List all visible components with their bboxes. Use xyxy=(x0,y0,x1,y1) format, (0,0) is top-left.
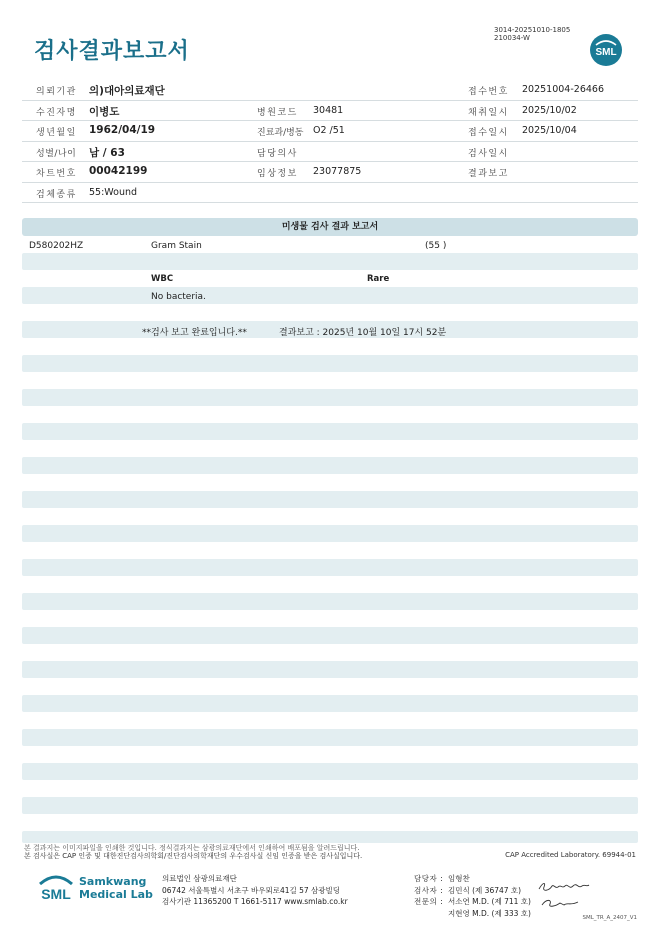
lab-name-line1: Samkwang xyxy=(79,875,147,888)
info-row xyxy=(22,162,638,183)
hospital-code-value: 30481 xyxy=(313,104,344,116)
report-title: 검사결과보고서 xyxy=(34,39,190,64)
stripe-row xyxy=(22,797,638,814)
receipt-no-label: 접수번호 xyxy=(468,87,509,97)
report-section-title: 미생물 검사 결과 보고서 xyxy=(22,218,638,236)
document-id-line1: 3014-20251010-1805 xyxy=(494,26,571,34)
test-reference: (55 ) xyxy=(425,241,447,251)
sml-badge-logo xyxy=(589,33,623,67)
info-row xyxy=(22,101,638,122)
clinical-value: 23077875 xyxy=(313,166,362,177)
form-code: SML_TR_A_2407_V1 xyxy=(582,915,637,921)
sml-footer-logo-text: SML xyxy=(41,886,71,902)
receipt-date-value: 2025/10/04 xyxy=(522,125,577,136)
clinical-label: 임상정보 xyxy=(257,169,298,179)
specialist-signature xyxy=(540,897,580,909)
info-row xyxy=(22,121,638,142)
lab-org-name: 의료법인 삼광의료재단 xyxy=(162,874,237,883)
document-id-line2: 210034-W xyxy=(494,34,530,42)
stripe-row xyxy=(22,831,638,843)
stripe-row xyxy=(22,627,638,644)
doctor-label: 담당의사 xyxy=(257,148,298,159)
print-notice: 본 결과지는 이미지파일을 인쇄한 것입니다. 정식결과지는 삼광의료재단에서 인쇄하여 배포됨을 알려드립니다. xyxy=(24,844,360,852)
institution-label: 의뢰기관 xyxy=(36,87,77,97)
sml-badge-text: SML xyxy=(595,47,617,58)
sex-age-label: 성별/나이 xyxy=(36,148,77,159)
lab-address-block xyxy=(162,873,348,908)
gram-finding: No bacteria. xyxy=(151,292,206,302)
receipt-no-value: 20251004-26466 xyxy=(522,84,605,95)
staff-block xyxy=(414,873,531,919)
test-date-label: 검사일시 xyxy=(468,148,509,159)
lab-address: 06742 서울특별시 서초구 바우뫼로41길 57 삼광빌딩 xyxy=(162,885,341,895)
lab-name-line2: Medical Lab xyxy=(79,888,153,901)
stripe-row xyxy=(22,593,638,610)
hospital-code-label: 병원코드 xyxy=(257,107,298,118)
lab-contact: 검사기관 11365200 T 1661-5117 www.smlab.co.kr xyxy=(162,897,348,906)
specimen-value: 55:Wound xyxy=(89,186,138,198)
dob-value: 1962/04/19 xyxy=(89,124,156,136)
dept-value: O2 /51 xyxy=(313,125,345,136)
stripe-row xyxy=(22,389,638,406)
patient-info-table xyxy=(22,80,638,203)
test-code: D580202HZ xyxy=(29,241,84,251)
stripe-row xyxy=(22,423,638,440)
stripe-row xyxy=(22,525,638,542)
stripe-row xyxy=(22,491,638,508)
patient-name-value: 이병도 xyxy=(89,105,120,118)
stripe-row xyxy=(22,559,638,576)
wbc-value: Rare xyxy=(367,274,390,284)
dept-label: 진료과/병동 xyxy=(257,128,304,138)
info-row xyxy=(22,142,638,163)
cap-accreditation: CAP Accredited Laboratory. 69944-01 xyxy=(505,851,636,859)
chart-no-value: 00042199 xyxy=(89,165,148,177)
stripe-row xyxy=(22,253,638,270)
collect-date-value: 2025/10/02 xyxy=(522,104,577,116)
specialist-name-1: 서소연 M.D. (제 711 호) xyxy=(448,897,531,906)
document-id xyxy=(494,26,570,42)
stripe-row xyxy=(22,763,638,780)
sml-footer-logo xyxy=(36,872,76,904)
specimen-label: 검체종류 xyxy=(36,189,77,200)
stripe-row xyxy=(22,457,638,474)
tester-signature xyxy=(537,880,591,894)
test-name: Gram Stain xyxy=(151,241,202,251)
lab-name xyxy=(79,875,153,901)
patient-name-label: 수진자명 xyxy=(36,107,77,118)
collect-date-label: 채취일시 xyxy=(468,107,509,118)
chart-no-label: 차트번호 xyxy=(36,169,77,179)
receipt-date-label: 접수일시 xyxy=(468,128,509,138)
manager-name: 임형찬 xyxy=(448,874,470,883)
report-label: 결과보고 xyxy=(468,169,509,179)
sex-age-value: 남 / 63 xyxy=(89,146,125,159)
stripe-row xyxy=(22,355,638,372)
specialist-label: 전문의 : xyxy=(414,897,444,906)
completion-note: **검사 보고 완료입니다.** xyxy=(142,328,247,338)
tester-label: 검사자 : xyxy=(414,885,444,895)
specialist-name-2: 지현영 M.D. (제 333 호) xyxy=(448,908,531,918)
institution-value: 의)대아의료재단 xyxy=(89,85,165,97)
tester-name: 김민식 (제 36747 호) xyxy=(448,885,522,895)
certification-note: 본 검사실은 CAP 인증 및 대한진단검사의학회/진단검사의학재단의 우수검사실 신임 인증을 받은 검사실입니다. xyxy=(24,852,363,860)
stripe-row xyxy=(22,729,638,746)
dob-label: 생년월일 xyxy=(36,128,77,138)
manager-label: 담당자 : xyxy=(414,874,444,883)
stripe-row xyxy=(22,287,638,304)
stripe-row xyxy=(22,661,638,678)
info-row xyxy=(22,183,638,204)
info-row xyxy=(22,80,638,101)
report-time: 결과보고 : 2025년 10월 10일 17시 52분 xyxy=(279,328,447,338)
wbc-label: WBC xyxy=(151,274,174,284)
stripe-row xyxy=(22,695,638,712)
